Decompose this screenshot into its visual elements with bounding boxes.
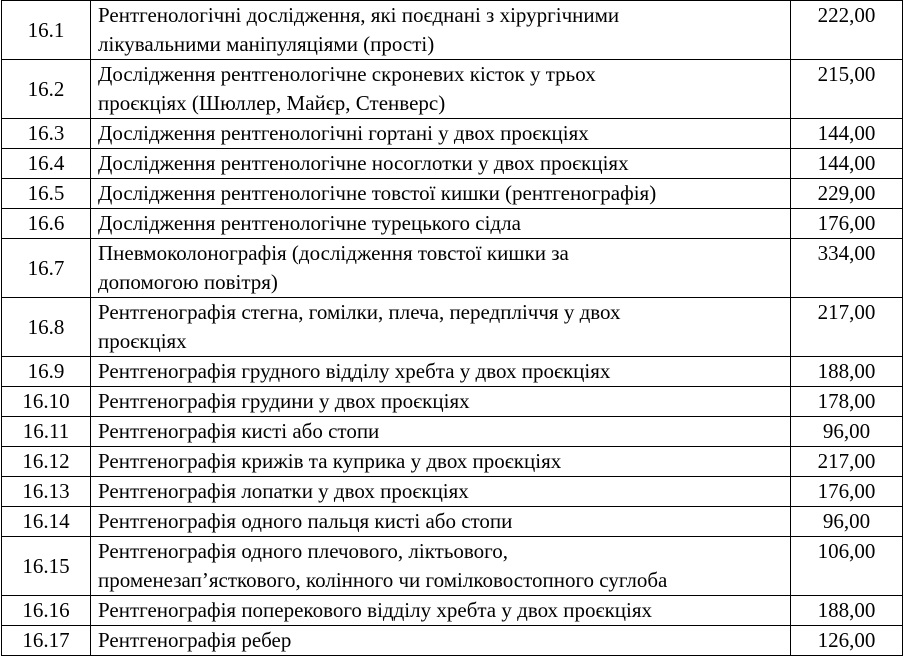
row-code: 16.16 [2, 596, 91, 626]
description-line: Рентгенографія лопатки у двох проєкціях [98, 479, 469, 503]
description-line: Рентгенографія ребер [98, 628, 292, 652]
row-price: 334,00 [791, 239, 903, 298]
row-price: 126,00 [791, 626, 903, 656]
table-row [2, 298, 903, 357]
row-price: 106,00 [791, 537, 903, 596]
row-price: 144,00 [791, 119, 903, 149]
table-row [2, 626, 903, 656]
row-description [91, 596, 791, 626]
row-description [91, 447, 791, 477]
row-price: 188,00 [791, 596, 903, 626]
row-price: 176,00 [791, 477, 903, 507]
row-description [91, 387, 791, 417]
row-price: 222,00 [791, 1, 903, 60]
table-row [2, 1, 903, 60]
description-line: Дослідження рентгенологічне товстої кишки (рентгенографія) [98, 181, 657, 205]
table-row [2, 60, 903, 119]
price-table [1, 0, 903, 656]
row-price: 96,00 [791, 417, 903, 447]
description-line: лікувальними маніпуляціями (прості) [98, 32, 435, 56]
row-price: 178,00 [791, 387, 903, 417]
table-row [2, 357, 903, 387]
description-line: Рентгенографія одного пальця кисті або стопи [98, 509, 513, 533]
row-code: 16.11 [2, 417, 91, 447]
row-price: 188,00 [791, 357, 903, 387]
description-line: Рентгенографія грудного відділу хребта у двох проєкціях [98, 359, 611, 383]
table-row [2, 119, 903, 149]
row-description [91, 209, 791, 239]
row-description [91, 417, 791, 447]
description-line: Дослідження рентгенологічне турецького сідла [98, 211, 521, 235]
row-description [91, 507, 791, 537]
row-description [91, 298, 791, 357]
description-line: Рентгенографія грудини у двох проєкціях [98, 389, 470, 413]
description-line: Пневмоколонографія (дослідження товстої кишки за [98, 241, 569, 265]
description-line: Рентгенографія крижів та куприка у двох проєкціях [98, 449, 562, 473]
row-description [91, 477, 791, 507]
row-price: 215,00 [791, 60, 903, 119]
row-code: 16.13 [2, 477, 91, 507]
row-price: 229,00 [791, 179, 903, 209]
row-code: 16.17 [2, 626, 91, 656]
row-price: 176,00 [791, 209, 903, 239]
description-line: Рентгенографія поперекового відділу хребта у двох проєкціях [98, 598, 652, 622]
description-line: Рентгенографія одного плечового, ліктьового, [98, 539, 509, 563]
table-row [2, 537, 903, 596]
row-code: 16.10 [2, 387, 91, 417]
row-description [91, 119, 791, 149]
row-code: 16.14 [2, 507, 91, 537]
table-row [2, 149, 903, 179]
row-code: 16.15 [2, 537, 91, 596]
table-row [2, 209, 903, 239]
table-body [2, 1, 903, 656]
table-row [2, 507, 903, 537]
description-line: проєкціях [98, 329, 187, 353]
row-price: 96,00 [791, 507, 903, 537]
table-row [2, 447, 903, 477]
table-row [2, 239, 903, 298]
row-description [91, 149, 791, 179]
row-code: 16.8 [2, 298, 91, 357]
row-code: 16.9 [2, 357, 91, 387]
row-code: 16.2 [2, 60, 91, 119]
description-line: допомогою повітря) [98, 270, 278, 294]
description-line: Дослідження рентгенологічне носоглотки у двох проєкціях [98, 151, 629, 175]
row-description [91, 179, 791, 209]
row-description [91, 537, 791, 596]
row-code: 16.6 [2, 209, 91, 239]
description-line: Рентгенографія стегна, гомілки, плеча, передпліччя у двох [98, 300, 621, 324]
description-line: променезап’ясткового, колінного чи гомілковостопного суглоба [98, 568, 668, 592]
row-code: 16.1 [2, 1, 91, 60]
row-price: 217,00 [791, 447, 903, 477]
row-code: 16.12 [2, 447, 91, 477]
table-row [2, 387, 903, 417]
row-price: 217,00 [791, 298, 903, 357]
table-row [2, 596, 903, 626]
description-line: проєкціях (Шюллер, Майєр, Стенверс) [98, 91, 446, 115]
table-row [2, 417, 903, 447]
description-line: Рентгенологічні дослідження, які поєднані з хірургічними [98, 3, 620, 27]
row-price: 144,00 [791, 149, 903, 179]
description-line: Рентгенографія кисті або стопи [98, 419, 380, 443]
row-description [91, 357, 791, 387]
row-description [91, 1, 791, 60]
table-row [2, 179, 903, 209]
row-code: 16.7 [2, 239, 91, 298]
row-code: 16.5 [2, 179, 91, 209]
row-code: 16.3 [2, 119, 91, 149]
description-line: Дослідження рентгенологічне скроневих кісток у трьох [98, 62, 596, 86]
table-row [2, 477, 903, 507]
row-description [91, 60, 791, 119]
row-code: 16.4 [2, 149, 91, 179]
row-description [91, 626, 791, 656]
description-line: Дослідження рентгенологічні гортані у двох проєкціях [98, 121, 589, 145]
row-description [91, 239, 791, 298]
